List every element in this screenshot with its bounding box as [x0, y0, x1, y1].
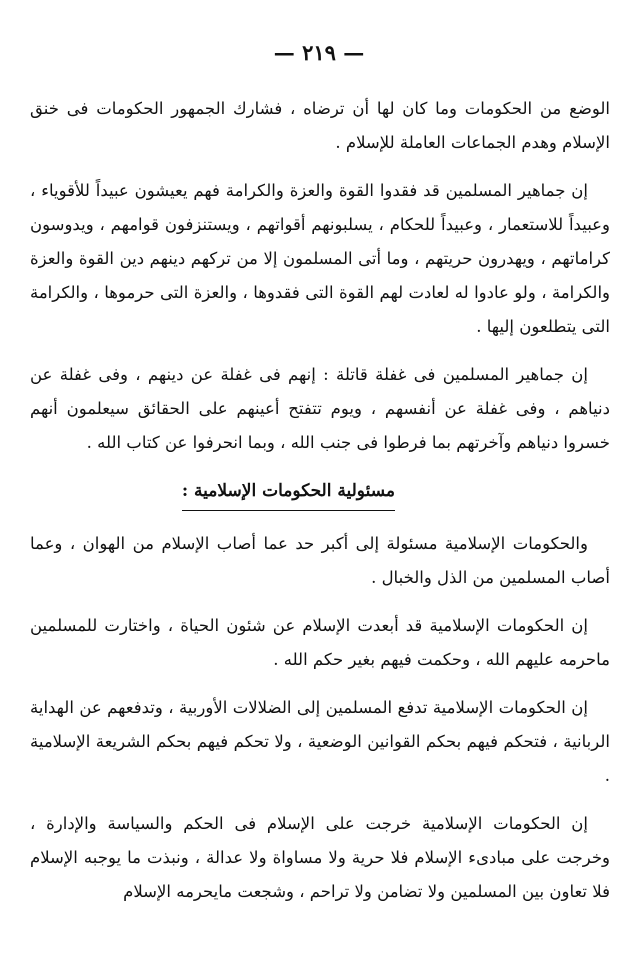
paragraph: والحكومات الإسلامية مسئولة إلى أكبر حد عما أصاب الإسلام من الهوان ، وعما أصاب المسلمين من الذل والخبال .	[30, 534, 610, 587]
section-heading-text: مسئولية الحكومات الإسلامية :	[182, 474, 395, 511]
paragraph: إن الحكومات الإسلامية تدفع المسلمين إلى الضلالات الأوربية ، وتدفعهم عن الهداية الربانية ، فتحكم فيهم بحكم القوانين الوضعية ، ولا تحكم فيهم بحكم الشريعة الإسلامية .	[30, 698, 610, 785]
paragraph: إن جماهير المسلمين قد فقدوا القوة والعزة والكرامة فهم يعيشون عبيداً للأقوياء ، وعبيداً للاستعمار ، وعبيداً للحكام ، يسلبونهم أقواتهم ، ويستنزفون قوامهم ، ويدوسون كراماتهم ، ويهدرون حريتهم ، وما أتى المسلمون إلا من تركهم دينهم دين القوة والعزة والكرامة ، ولو عادوا له لعادت لهم القوة التى فقدوها ، والعزة التى حرموها ، والكرامة التى يتطلعون إليها .	[30, 181, 610, 336]
paragraph: إن الحكومات الإسلامية خرجت على الإسلام فى الحكم والسياسة والإدارة ، وخرجت على مبادىء الإسلام فلا حرية ولا مساواة ولا عدالة ، ونبذت ما يوجبه الإسلام فلا تعاون بين المسلمين ولا تضامن ولا تراحم ، وشجعت مايحرمه الإسلام	[30, 814, 610, 901]
page-body	[30, 92, 610, 923]
section-heading	[30, 474, 610, 511]
paragraph: إن الحكومات الإسلامية قد أبعدت الإسلام عن شئون الحياة ، واختارت للمسلمين ماحرمه عليهم الله ، وحكمت فيهم بغير حكم الله .	[30, 616, 610, 669]
paragraph-continuation: الوضع من الحكومات وما كان لها أن ترضاه ، فشارك الجمهور الحكومات فى خنق الإسلام وهدم الجماعات العاملة للإسلام .	[30, 99, 610, 152]
paragraph: إن جماهير المسلمين فى غفلة قاتلة : إنهم فى غفلة عن دينهم ، وفى غفلة عن دنياهم ، وفى غفلة عن أنفسهم ، ويوم تتفتح أعينهم على الحقائق سيعلمون أنهم خسروا دنياهم وآخرتهم بما فرطوا فى جنب الله ، وبما انحرفوا عن كتاب الله .	[30, 365, 610, 452]
page-number: — ٢١٩ —	[273, 40, 365, 65]
